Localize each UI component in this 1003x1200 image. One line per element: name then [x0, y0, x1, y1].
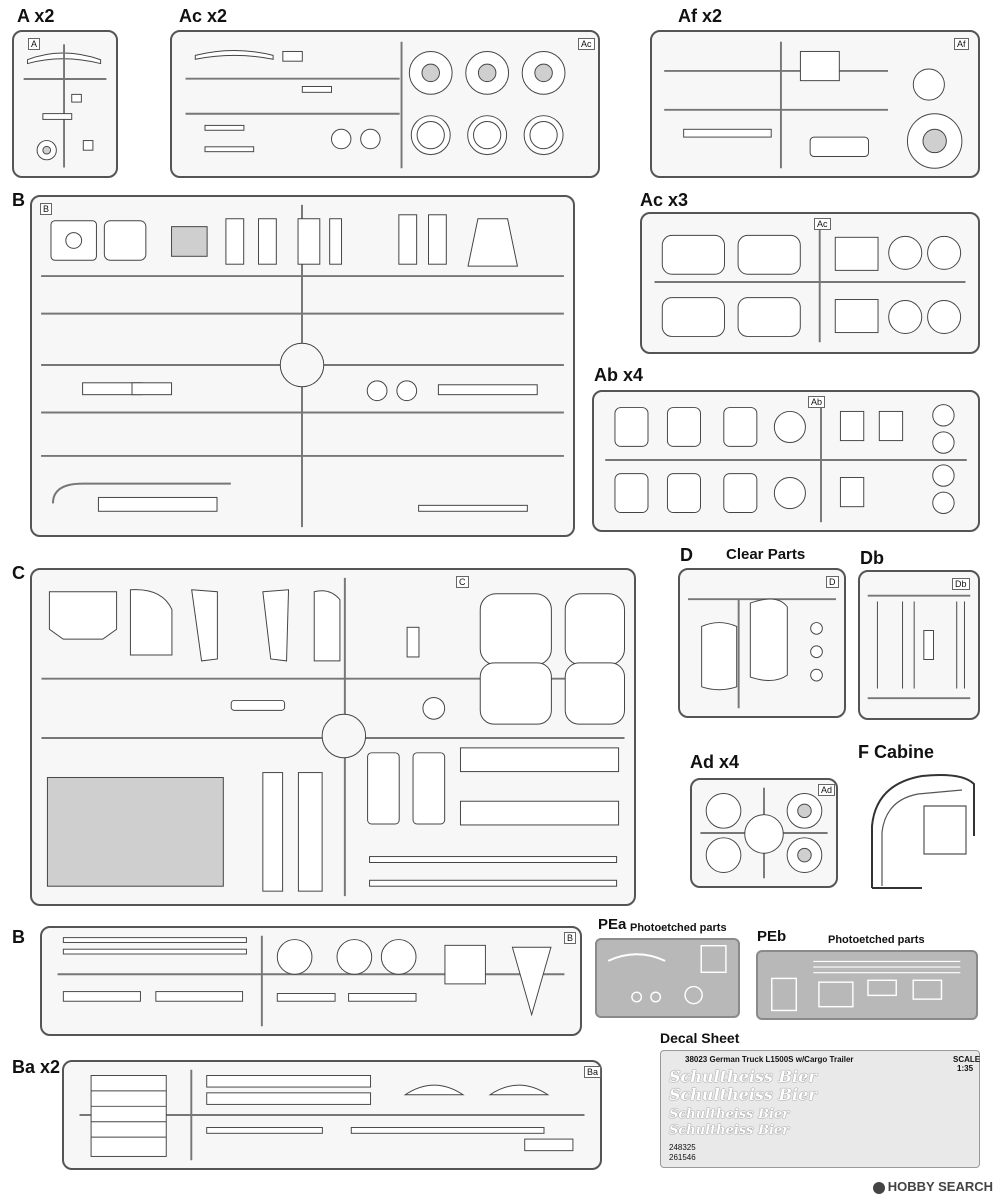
sprue-ac-title: Ac x2 — [179, 6, 228, 26]
sprue-ac-tag: Ac — [578, 38, 595, 50]
sprue-af-tag: Af — [954, 38, 969, 50]
sprue-ac3 — [640, 212, 980, 354]
pea-title: PEa — [598, 916, 627, 933]
decal-title: Decal Sheet — [660, 1030, 740, 1046]
sprue-d — [678, 568, 846, 718]
sprue-ad-tag: Ad — [818, 784, 835, 796]
sprue-ad-title: Ad x4 — [690, 752, 740, 772]
sprue-ba-tag: Ba — [584, 1066, 601, 1078]
sprue-a-parts — [14, 32, 116, 176]
decal-line-1: Schultheiss Bier — [669, 1067, 817, 1086]
sprue-ad — [690, 778, 838, 888]
sprue-af-parts — [652, 32, 978, 176]
sprue-d-title: D — [680, 545, 693, 565]
sprue-b2-parts — [42, 928, 580, 1034]
watermark-text: HOBBY SEARCH — [887, 1179, 993, 1194]
sprue-db-title: Db — [860, 548, 884, 568]
sprue-a-title: A x2 — [17, 6, 55, 26]
sprue-ac — [170, 30, 600, 178]
sprue-b-tag: B — [40, 203, 52, 215]
decal-sheet — [660, 1050, 980, 1168]
peb-title: PEb — [757, 928, 787, 945]
sprue-db-parts — [860, 572, 978, 718]
sprue-ab — [592, 390, 980, 532]
sprue-d-parts — [680, 570, 844, 716]
pea-subtitle: Photoetched parts — [630, 922, 727, 934]
sprue-db — [858, 570, 980, 720]
pe-sheet-a — [595, 938, 740, 1018]
sprue-ba — [62, 1060, 602, 1170]
sprue-ba-parts — [64, 1062, 600, 1168]
decal-scale-value: 1:35 — [957, 1064, 974, 1073]
decal-header: 38023 German Truck L1500S w/Cargo Trailer — [685, 1055, 854, 1064]
sprue-b-title: B — [12, 190, 25, 210]
sprue-f-title: F Cabine — [858, 742, 935, 762]
sprue-ba-title: Ba x2 — [12, 1057, 61, 1077]
sprue-c-tag: C — [456, 576, 469, 588]
decal-line-3: Schultheiss Bier — [669, 1107, 790, 1122]
watermark — [873, 1179, 993, 1194]
cabine-shell — [862, 766, 980, 896]
sprue-a — [12, 30, 118, 178]
sprue-b2 — [40, 926, 582, 1036]
decal-scale-label: SCALE — [953, 1055, 981, 1064]
hobby-search-logo-icon — [873, 1182, 885, 1194]
sprue-c-title: C — [12, 563, 25, 583]
sprue-b2-tag: B — [564, 932, 576, 944]
sprue-b-parts — [32, 197, 573, 535]
sprue-ad-parts — [692, 780, 836, 886]
sprue-ab-tag: Ab — [808, 396, 825, 408]
peb-subtitle: Photoetched parts — [828, 934, 925, 946]
decal-code-2: 261546 — [669, 1153, 696, 1162]
sprue-b — [30, 195, 575, 537]
decal-line-4: Schultheiss Bier — [669, 1123, 790, 1138]
sprue-ac3-tag: Ac — [814, 218, 831, 230]
sprue-ac3-parts — [642, 214, 978, 352]
pe-sheet-b — [756, 950, 978, 1020]
sprue-af-title: Af x2 — [678, 6, 723, 26]
sprue-c — [30, 568, 636, 906]
sprue-a-tag: A — [28, 38, 40, 50]
decal-line-2: Schultheiss Bier — [669, 1085, 817, 1104]
peb-parts — [758, 952, 976, 1018]
sprue-d-subtitle: Clear Parts — [726, 546, 806, 563]
sprue-ac-parts — [172, 32, 598, 176]
sprue-d-tag: D — [826, 576, 839, 588]
sprue-ab-title: Ab x4 — [594, 365, 644, 385]
sprue-ac3-title: Ac x3 — [640, 190, 689, 210]
decal-code-1: 248325 — [669, 1143, 696, 1152]
sprue-af — [650, 30, 980, 178]
pea-parts — [597, 940, 738, 1016]
sprue-ab-parts — [594, 392, 978, 530]
sprue-db-tag: Db — [952, 578, 970, 590]
sprue-c-parts — [32, 570, 634, 904]
sprue-b2-title: B — [12, 927, 25, 947]
